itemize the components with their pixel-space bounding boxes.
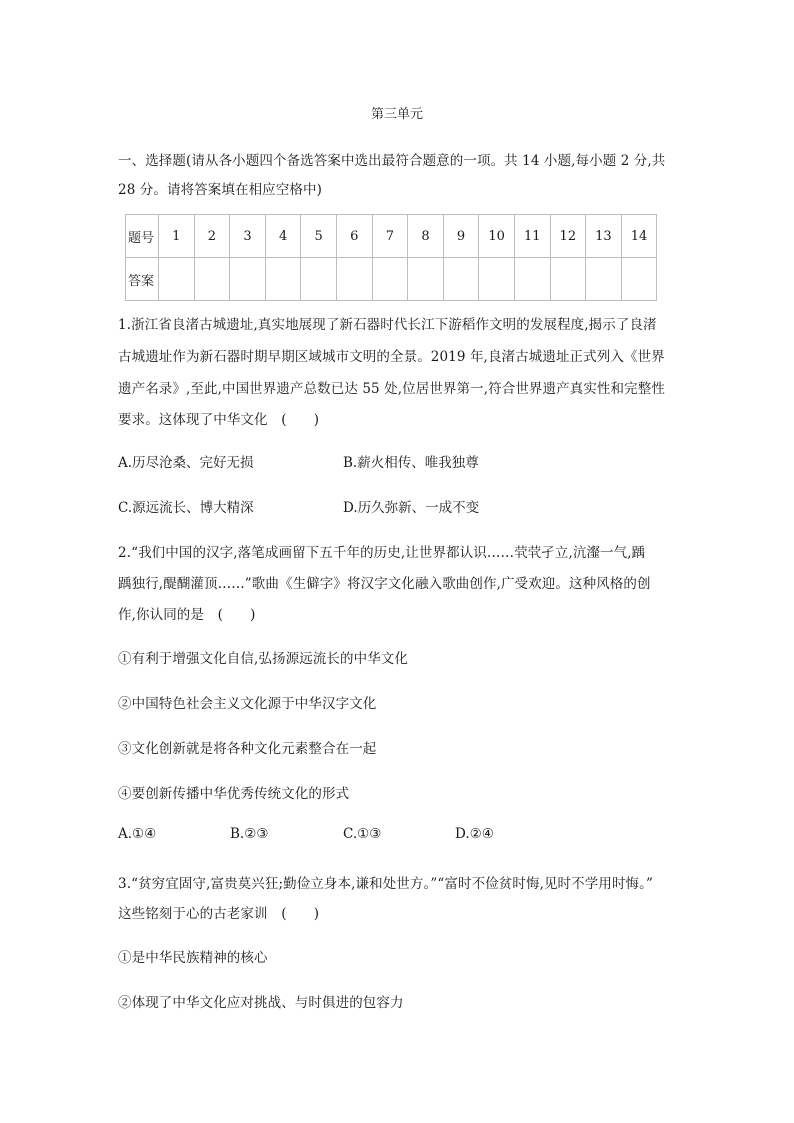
question-number: 14 [621, 215, 657, 258]
answer-cell[interactable] [265, 258, 301, 301]
question-number: 2 [194, 215, 230, 258]
answer-cell[interactable] [621, 258, 657, 301]
answer-table-answer-row [126, 258, 657, 301]
q3-item-2: ②体现了中华文化应对挑战、与时俱进的包容力 [118, 995, 404, 1011]
answer-cell[interactable] [550, 258, 586, 301]
question-number: 6 [336, 215, 372, 258]
answer-cell[interactable] [194, 258, 230, 301]
answer-cell[interactable] [443, 258, 479, 301]
q1-stem-line4: 要求。这体现了中华文化 ( ) [118, 412, 320, 428]
question-number: 7 [372, 215, 408, 258]
q1-stem-line2: 古城遗址作为新石器时期早期区域城市文明的全景。2019 年,良渚古城遗址正式列入《世界 [118, 349, 665, 365]
answer-cell[interactable] [159, 258, 195, 301]
q1-option-c: C.源远流长、博大精深 [118, 500, 254, 516]
q3-stem-line1: 3.“贫穷宜固守,富贵莫兴狂;勤俭立身本,谦和处世方。”“富时不俭贫时悔,见时不学用时悔。” [118, 876, 654, 892]
question-number: 10 [479, 215, 515, 258]
section-heading-line1: 一、选择题(请从各小题四个备选答案中选出最符合题意的一项。共 14 小题,每小题 2 分,共 [118, 153, 666, 169]
question-number: 5 [301, 215, 337, 258]
question-number: 3 [230, 215, 266, 258]
number-row-label: 题号 [126, 215, 159, 258]
question-number: 4 [265, 215, 301, 258]
question-number: 12 [550, 215, 586, 258]
q2-item-2: ②中国特色社会主义文化源于中华汉字文化 [118, 696, 377, 712]
q2-option-c: C.①③ [343, 826, 382, 842]
q2-stem-line1: 2.“我们中国的汉字,落笔成画留下五千年的历史,让世界都认识……茕茕孑立,沆瀣一气,踽 [118, 545, 646, 561]
answer-cell[interactable] [479, 258, 515, 301]
q2-stem-line3: 作,你认同的是 ( ) [118, 607, 256, 623]
question-number: 11 [514, 215, 550, 258]
answer-table [125, 214, 657, 301]
answer-row-label: 答案 [126, 258, 159, 301]
q2-stem-line2: 踽独行,醍醐灌顶……”歌曲《生僻字》将汉字文化融入歌曲创作,广受欢迎。这种风格的创 [118, 576, 651, 592]
question-number: 1 [159, 215, 195, 258]
q2-option-a: A.①④ [118, 826, 157, 842]
q1-stem-line3: 遗产名录》,至此,中国世界遗产总数已达 55 处,位居世界第一,符合世界遗产真实性和完整性 [118, 381, 665, 397]
q1-option-a: A.历尽沧桑、完好无损 [118, 455, 254, 471]
q2-item-4: ④要创新传播中华优秀传统文化的形式 [118, 786, 350, 802]
q3-item-1: ①是中华民族精神的核心 [118, 950, 268, 966]
answer-cell[interactable] [336, 258, 372, 301]
answer-cell[interactable] [301, 258, 337, 301]
question-number: 8 [408, 215, 444, 258]
question-number: 9 [443, 215, 479, 258]
q3-stem-line2: 这些铭刻于心的古老家训 ( ) [118, 906, 320, 922]
answer-cell[interactable] [514, 258, 550, 301]
q1-option-b: B.薪火相传、唯我独尊 [343, 455, 479, 471]
unit-title: 第三单元 [370, 107, 423, 122]
answer-cell[interactable] [586, 258, 622, 301]
question-number: 13 [586, 215, 622, 258]
section-heading-line2: 28 分。请将答案填在相应空格中) [118, 182, 322, 198]
q1-stem-line1: 1.浙江省良渚古城遗址,真实地展现了新石器时代长江下游稻作文明的发展程度,揭示了良渚 [118, 317, 657, 333]
answer-table-number-row [126, 215, 657, 258]
q2-option-b: B.②③ [230, 826, 269, 842]
answer-cell[interactable] [408, 258, 444, 301]
q1-option-d: D.历久弥新、一成不变 [343, 500, 480, 516]
q2-item-1: ①有利于增强文化自信,弘扬源远流长的中华文化 [118, 651, 408, 667]
answer-cell[interactable] [372, 258, 408, 301]
q2-item-3: ③文化创新就是将各种文化元素整合在一起 [118, 741, 377, 757]
q2-option-d: D.②④ [455, 826, 494, 842]
answer-cell[interactable] [230, 258, 266, 301]
